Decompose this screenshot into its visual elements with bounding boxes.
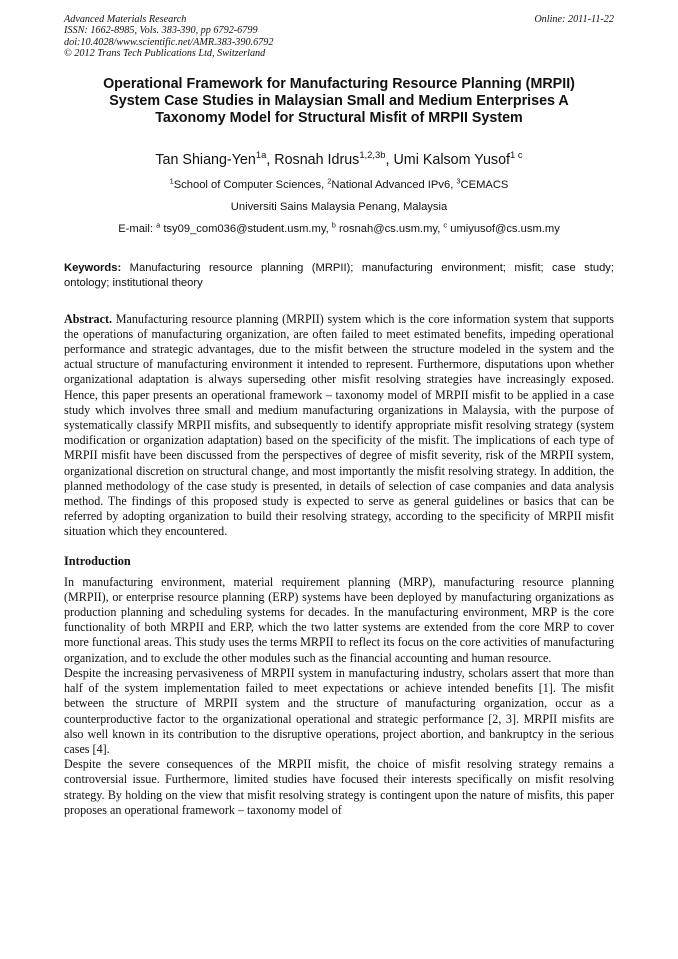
email-line (64, 218, 614, 240)
author-3-affil: 1 c (510, 148, 523, 160)
author-separator: , (266, 151, 275, 168)
abstract-block (64, 312, 614, 540)
email-marker-a: a (156, 219, 161, 229)
affil-ipv6: National Advanced IPv6, (331, 178, 457, 191)
email-marker-b: b (331, 219, 336, 229)
paper-title (64, 76, 614, 127)
title-line-1: Operational Framework for Manufacturing Resource Planning (MRPII) (103, 75, 575, 92)
affil-school: School of Computer Sciences, (173, 178, 328, 191)
email-c: umiyusof@cs.usm.my (447, 222, 560, 235)
doi-line: doi:10.4028/www.scientific.net/AMR.383-390.6792 (64, 36, 274, 48)
affil-marker-1: 1 (169, 175, 174, 185)
author-3: Umi Kalsom Yusof (393, 151, 511, 168)
keywords-block (64, 261, 614, 291)
journal-name: Advanced Materials Research (64, 14, 187, 25)
intro-paragraph-2: Despite the increasing pervasiveness of MRPII system in manufacturing industry, scholars assert that more than half of the system implementation failed to meet expectations or achieve intended benefits [1]. The misfit between the structure of MRPII system and the structure of manufacturing organization, occur as a counterproductive factor to the organizational operational and strategic performance [2, 3]. MRPII misfits are also well known in its contribution to the disruptive operations, project abortion, and bankruptcy in the serious cases [4]. (64, 665, 614, 756)
issn-line: ISSN: 1662-8985, Vols. 383-390, pp 6792-6799 (64, 25, 258, 37)
online-date: Online: 2011-11-22 (534, 14, 614, 25)
author-separator: , (385, 151, 394, 168)
title-line-3: Taxonomy Model for Structural Misfit of MRPII System (155, 109, 523, 126)
keywords-text: Manufacturing resource planning (MRPII); manufacturing environment; misfit; case study; ontology; institutional theory (64, 261, 614, 289)
author-2-affil: 1,2,3b (359, 148, 386, 160)
abstract-label: Abstract. (64, 311, 113, 326)
author-1: Tan Shiang-Yen (155, 151, 256, 168)
keywords-label: Keywords: (64, 261, 122, 274)
email-a: tsy09_com036@student.usm.my, (160, 222, 332, 235)
email-label: E-mail: (118, 222, 157, 235)
abstract-text: Manufacturing resource planning (MRPII) system which is the core information system that supports the operations of manufacturing organization, are often failed to meet estimated benefits, impeding operational performance and strategic advantages, due to the misfit between the structure modeled in the system and the actual structure of manufacturing environment it intended to represent. Furthermore, disputations upon whether organizational adaptation is always superseding other misfit resolving strategies have increasingly exposed. Hence, this paper presents an operational framework – taxonomy model of MRPII misfit to be applied in a case study which involves three small and medium manufacturing organizations in Malaysia, with the purpose of systematically classify MRPII misfits, and subsequently to identify appropriate misfit resolving strategy (system modification or organization adaptation) based on the specificity of the misfit. The implications of each type of MRPII misfit have been discussed from the perspectives of degree of misfit severity, risk of the MRPII system, organizational discretion on structural change, and most importantly the misfit resolving strategy. In addition, the planned methodology of the case study is presented, in details of selection of case companies and data analysis method. The findings of this proposed study is expected to serve as general guidelines or basics that can be referred by adopting organization to build their resolving strategy, according to the specificity of MRPII misfit situation which they encountered. (64, 311, 614, 539)
affil-marker-2: 2 (327, 175, 332, 185)
affiliation-line (64, 174, 614, 196)
title-line-2: System Case Studies in Malaysian Small and Medium Enterprises A (109, 92, 569, 109)
intro-paragraph-3: Despite the severe consequences of the MRPII misfit, the choice of misfit resolving strategy remains a controversial issue. Furthermore, limited studies have focused their interests specifically on misfit resolving strategy. By holding on the view that misfit resolving strategy is contingent upon the nature of misfits, this paper proposes an operational framework – taxonomy model of (64, 757, 614, 817)
email-marker-c: c (443, 219, 448, 229)
intro-paragraph-1: In manufacturing environment, material requirement planning (MRP), manufacturing resource planning (MRPII), or enterprise resource planning (ERP) systems have been deployed by manufacturing organizations as production planning and scheduling systems for decades. In the manufacturing environment, MRP is the core functionality of both MRPII and ERP, which the two latter systems are extended from the core MRP to cover more functional areas. This study uses the terms MRPII to reflect its focus on the core activities of manufacturing organization, and to exclude the other modules such as the financial accounting and human resource. (64, 574, 614, 665)
university-line: Universiti Sains Malaysia Penang, Malaysia (230, 200, 448, 213)
paper-page (64, 14, 614, 818)
journal-header (64, 14, 614, 60)
introduction-heading: Introduction (64, 553, 131, 568)
affil-marker-3: 3 (456, 175, 461, 185)
author-1-affil: 1a (255, 148, 267, 160)
email-b: rosnah@cs.usm.my, (335, 222, 444, 235)
affil-cemacs: CEMACS (460, 178, 509, 191)
copyright-line: © 2012 Trans Tech Publications Ltd, Switzerland (64, 48, 266, 60)
author-2: Rosnah Idrus (274, 151, 360, 168)
author-list (64, 150, 614, 170)
